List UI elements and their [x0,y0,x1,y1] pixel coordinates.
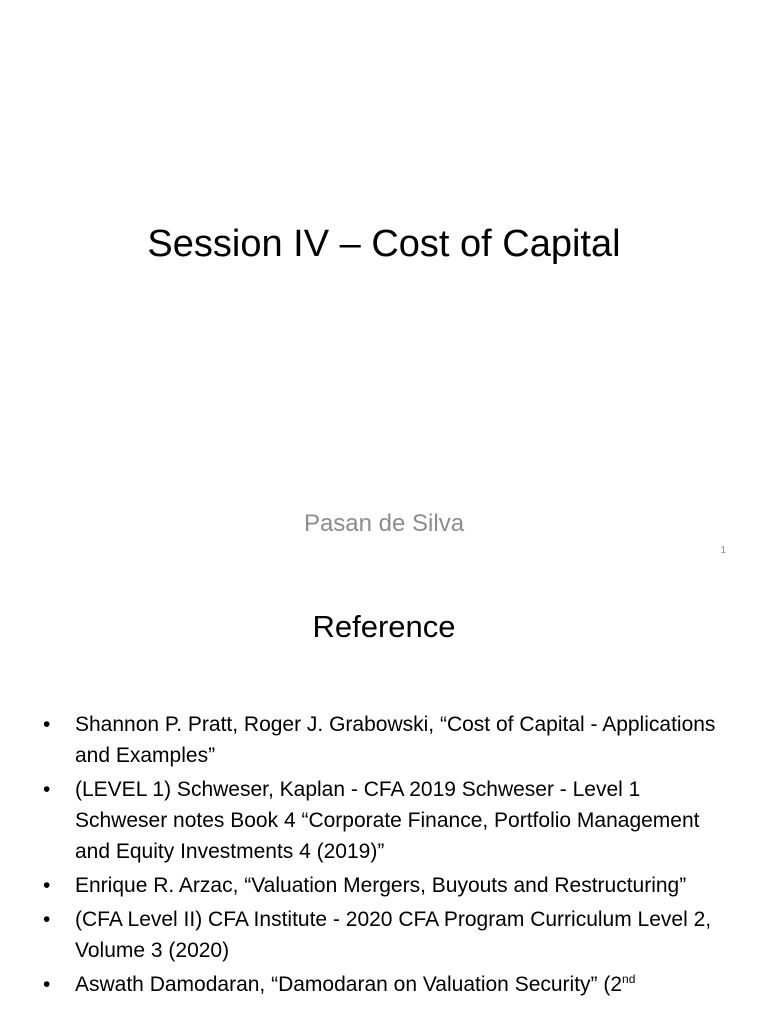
bullet-icon: • [43,908,51,931]
list-item [43,870,723,901]
bullet-icon: • [43,778,51,801]
session-title: Session IV – Cost of Capital [147,223,621,265]
ordinal-superscript: nd [622,972,636,986]
list-item [43,774,723,867]
reference-text: (CFA Level II) CFA Institute - 2020 CFA Program Curriculum Level 2, Volume 3 (2020) [75,908,712,962]
reference-text: Aswath Damodaran, “Damodaran on Valuation Security” (2 [75,973,623,996]
list-item [43,709,723,771]
list-item [43,904,723,966]
bullet-icon: • [43,874,51,897]
page-number: 1 [720,545,726,556]
reference-text: Enrique R. Arzac, “Valuation Mergers, Buyouts and Restructuring” [75,874,687,897]
bullet-icon: • [43,973,51,996]
reference-text: (LEVEL 1) Schweser, Kaplan - CFA 2019 Schweser - Level 1 Schweser notes Book 4 “Corporate Finance, Portfolio Management and Equity Investments 4 (2019)” [75,778,700,863]
reference-title: Reference [312,609,456,644]
reference-text: Shannon P. Pratt, Roger J. Grabowski, “Cost of Capital - Applications and Examples” [75,713,716,767]
presenter-name: Pasan de Silva [303,510,465,537]
reference-slide [0,565,768,1024]
list-item [43,969,723,1000]
bullet-icon: • [43,713,51,736]
reference-list [43,709,723,1003]
